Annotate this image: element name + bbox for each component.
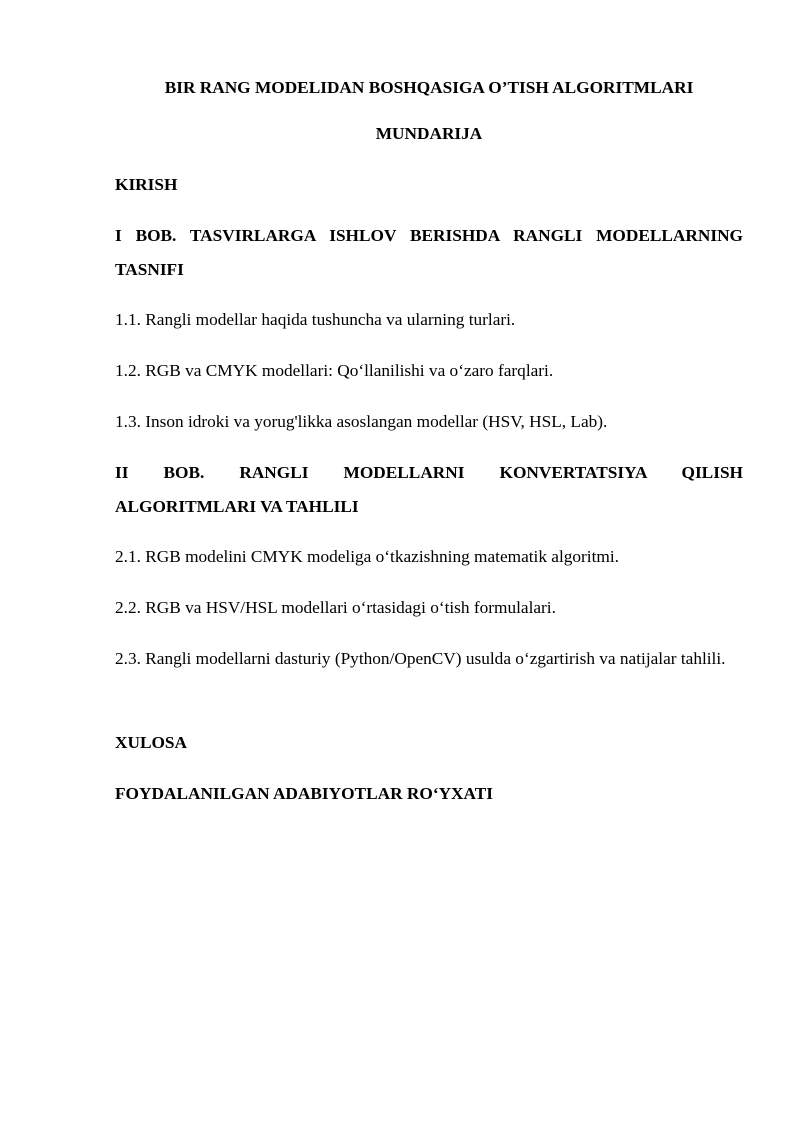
toc-entry-references: FOYDALANILGAN ADABIYOTLAR RO‘YXATI bbox=[115, 784, 493, 803]
toc-entry-section-2-2: 2.2. RGB va HSV/HSL modellari o‘rtasidagi o‘tish formulalari. bbox=[115, 598, 556, 617]
document-title: BIR RANG MODELIDAN BOSHQASIGA O’TISH ALGORITMLARI bbox=[164, 78, 694, 97]
toc-entry-section-1-1: 1.1. Rangli modellar haqida tushuncha va ularning turlari. bbox=[115, 310, 516, 329]
toc-entry-chapter-1: I BOB. TASVIRLARGA ISHLOV BERISHDA RANGLI MODELLARNING TASNIFI bbox=[115, 226, 743, 279]
toc-entry-chapter-2-line2: ALGORITMLARI VA TAHLILI bbox=[115, 497, 359, 516]
contents-heading: MUNDARIJA bbox=[375, 124, 483, 143]
toc-entry-conclusion: XULOSA bbox=[115, 733, 188, 752]
toc-entry-section-2-1: 2.1. RGB modelini CMYK modeliga o‘tkazishning matematik algoritmi. bbox=[115, 547, 619, 566]
toc-entry-introduction: KIRISH bbox=[115, 175, 178, 194]
toc-entry-section-1-3: 1.3. Inson idroki va yorug'likka asoslangan modellar (HSV, HSL, Lab). bbox=[115, 412, 608, 431]
toc-entry-section-2-3: 2.3. Rangli modellarni dasturiy (Python/OpenCV) usulda o‘zgartirish va natijalar tahlili. bbox=[115, 649, 726, 668]
toc-entry-section-1-2: 1.2. RGB va CMYK modellari: Qo‘llanilishi va o‘zaro farqlari. bbox=[115, 361, 554, 380]
toc-entry-chapter-2-line1: II BOB. RANGLI MODELLARNI KONVERTATSIYA QILISH bbox=[115, 463, 743, 482]
